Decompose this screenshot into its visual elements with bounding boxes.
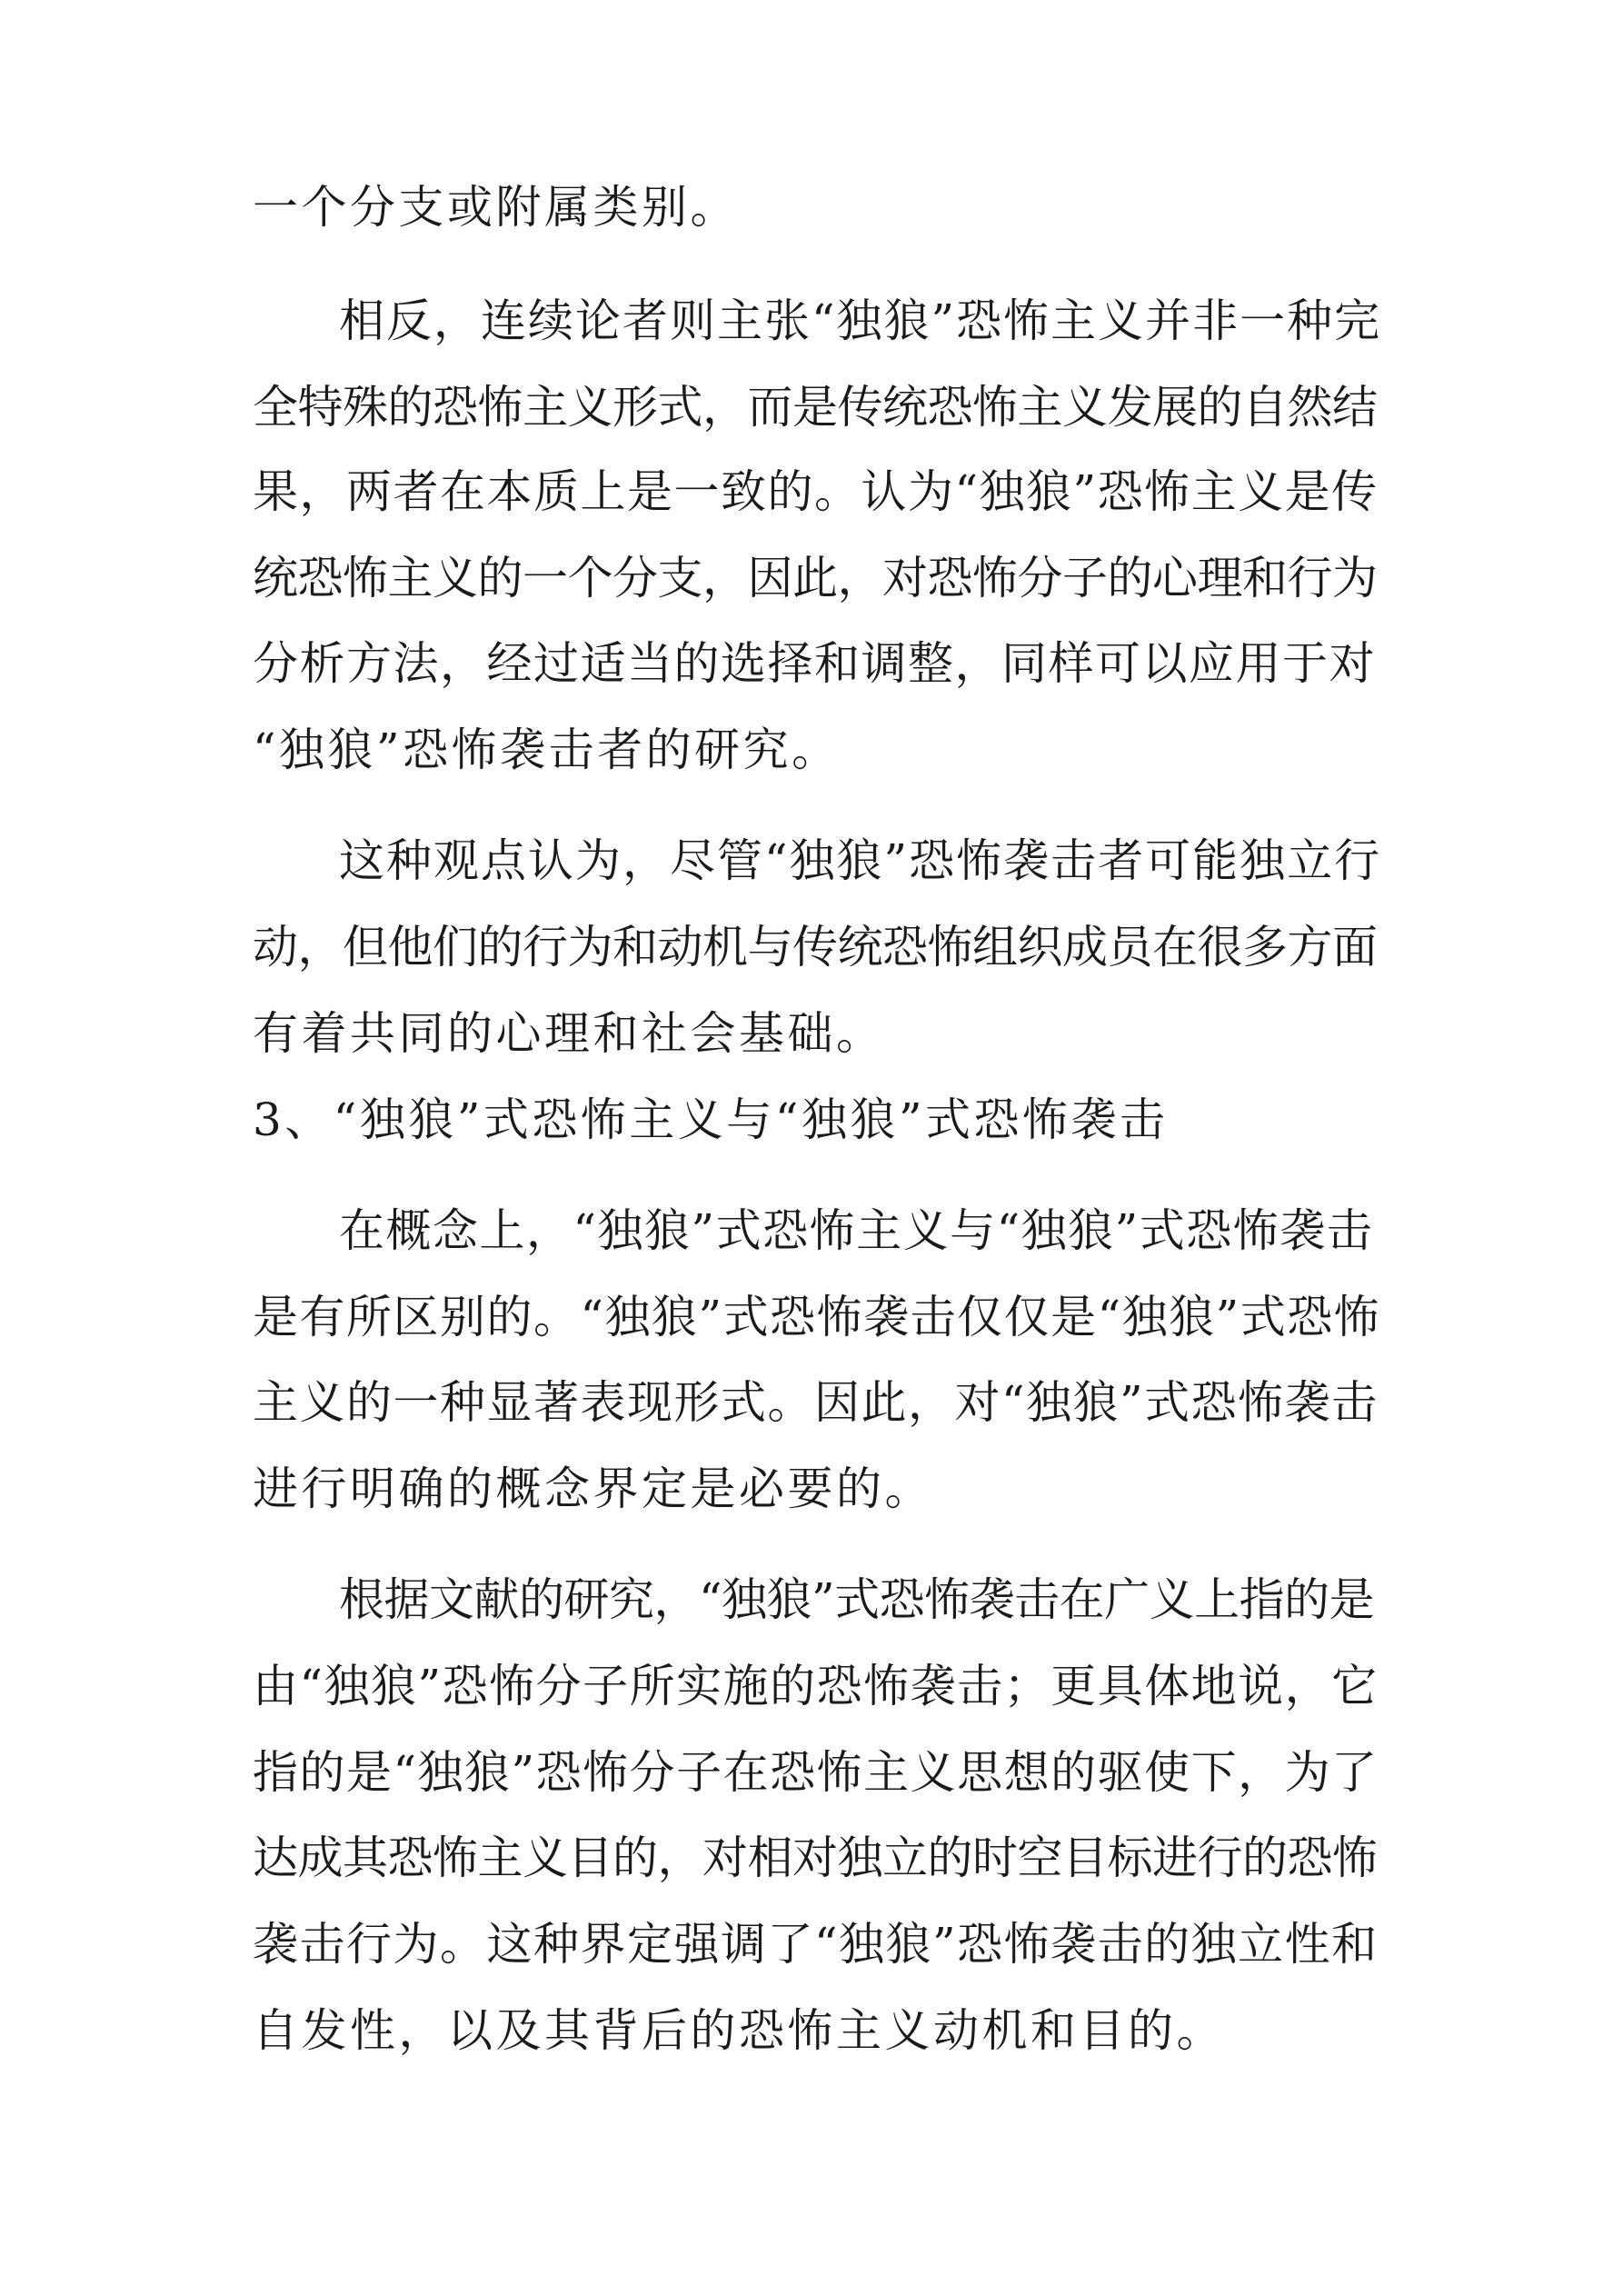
text-line-18: 指的是“独狼”恐怖分子在恐怖主义思想的驱使下，为了 [253, 1746, 1379, 1799]
text-line-9: 动，但他们的行为和动机与传统恐怖组织成员在很多方面 [253, 921, 1378, 973]
text-line-21: 自发性，以及其背后的恐怖主义动机和目的。 [253, 2004, 1225, 2057]
section-heading: 3、“独狼”式恐怖主义与“独狼”式恐怖袭击 [253, 1093, 1169, 1146]
text-line-19: 达成其恐怖主义目的，对相对独立的时空目标进行的恐怖 [253, 1832, 1378, 1884]
text-line-1: 一个分支或附属类别。 [253, 181, 739, 234]
text-line-6: 分析方法，经过适当的选择和调整，同样可以应用于对 [253, 637, 1376, 690]
text-line-17: 由“独狼”恐怖分子所实施的恐怖袭击；更具体地说，它 [253, 1660, 1379, 1712]
text-line-13: 是有所区别的。“独狼”式恐怖袭击仅仅是“独狼”式恐怖 [253, 1291, 1381, 1343]
text-line-8: 这种观点认为，尽管“独狼”恐怖袭击者可能独立行 [339, 834, 1382, 887]
text-line-2: 相反，连续论者则主张“独狼”恐怖主义并非一种完 [339, 294, 1382, 347]
text-line-15: 进行明确的概念界定是必要的。 [253, 1462, 933, 1515]
text-line-5: 统恐怖主义的一个分支，因此，对恐怖分子的心理和行为 [253, 552, 1378, 604]
text-line-4: 果，两者在本质上是一致的。认为“独狼”恐怖主义是传 [253, 465, 1379, 518]
text-line-3: 全特殊的恐怖主义形式，而是传统恐怖主义发展的自然结 [253, 381, 1378, 434]
text-line-20: 袭击行为。这种界定强调了“独狼”恐怖袭击的独立性和 [253, 1918, 1379, 1971]
text-line-12: 在概念上，“独狼”式恐怖主义与“独狼”式恐怖袭击 [339, 1204, 1374, 1257]
text-line-10: 有着共同的心理和社会基础。 [253, 1007, 885, 1060]
text-line-14: 主义的一种显著表现形式。因此，对“独狼”式恐怖袭击 [253, 1376, 1379, 1429]
text-line-7: “独狼”恐怖袭击者的研究。 [253, 724, 841, 776]
text-line-16: 根据文献的研究，“独狼”式恐怖袭击在广义上指的是 [339, 1573, 1375, 1626]
